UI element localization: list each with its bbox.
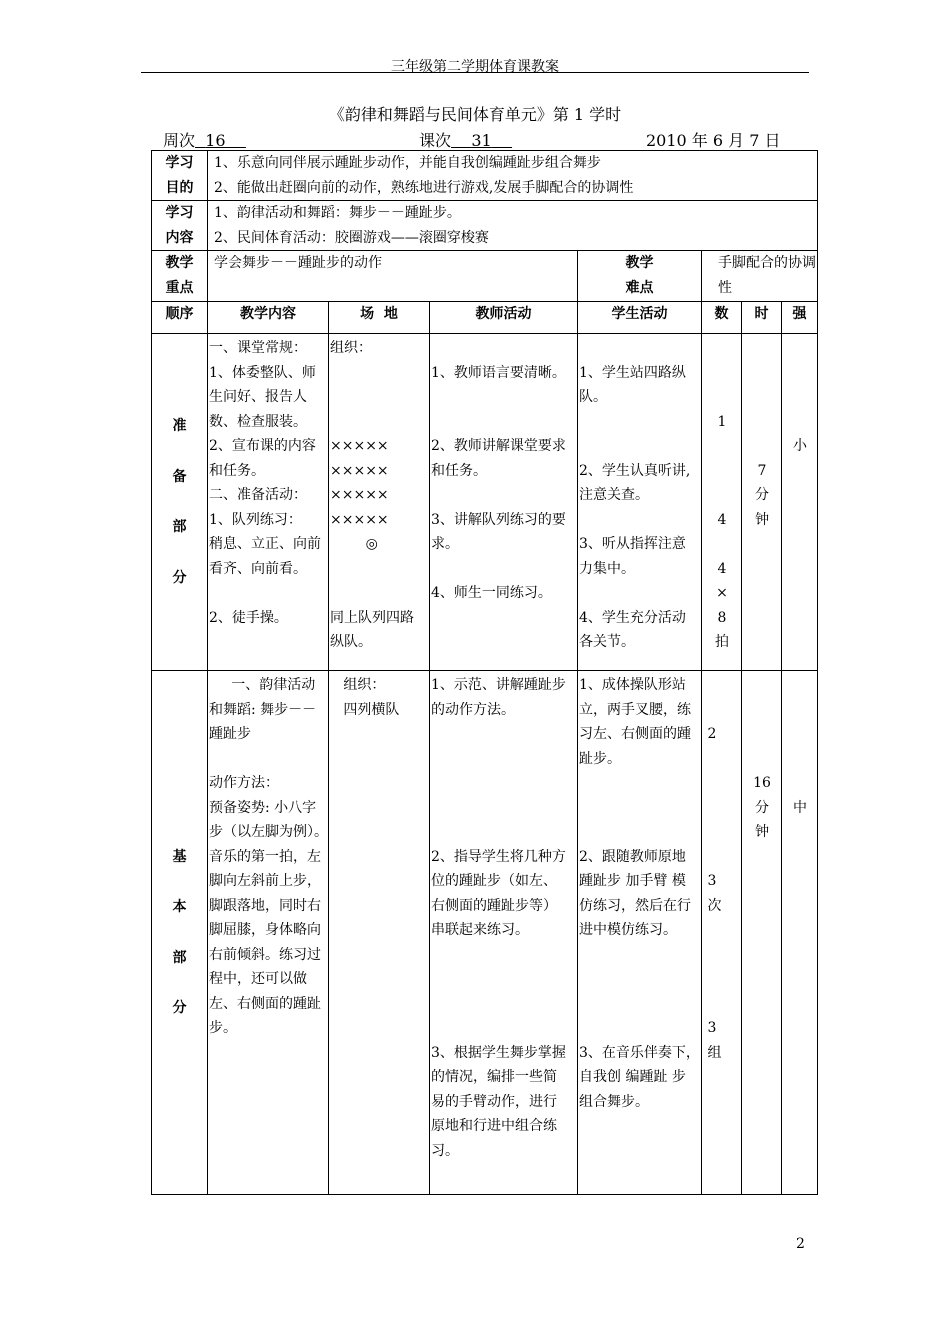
prep-teacher: 1、教师语言要清晰。 2、教师讲解课堂要求 和任务。 3、讲解队列练习的要 求。 4、师生一同练习。: [430, 334, 578, 671]
prep-venue: 组织： ××××× ××××× ××××× ××××× ◎ 同上队列四路 纵队。: [329, 334, 430, 671]
prep-section-row: [152, 334, 818, 671]
col-venue: 场 地: [329, 302, 430, 334]
col-teacher: 教师活动: [430, 302, 578, 334]
week-label: 周次: [163, 131, 196, 150]
col-content: 教学内容: [208, 302, 329, 334]
key-points-row: [152, 251, 818, 302]
main-teacher: 1、示范、讲解踵趾步 的动作方法。 2、指导学生将几种方 位的踵趾步（如左、 右侧面的踵趾步等） 串联起来练习。 3、根据学生舞步掌握 的情况，编排一些简 易的手臂动作，进行 原地和行进中组合练 习。: [430, 671, 578, 1195]
prep-content: 一、课堂常规： 1、体委整队、师 生问好、报告人 数、检查服装。 2、宣布课的内容 和任务。 二、准备活动： 1、队列练习： 稍息、立正、向前 看齐、向前看。 2、徒手操。: [208, 334, 329, 671]
prep-student: 1、学生站四路纵 队。 2、学生认真听讲, 注意关查。 3、听从指挥注意 力集中。 4、学生充分活动 各关节。: [578, 334, 702, 671]
lesson-plan-table: [151, 150, 818, 1195]
objectives-row: [152, 151, 818, 201]
content-text: 1、韵律活动和舞蹈：舞步－－踵趾步。 2、民间体育活动：胶圈游戏——滚圈穿梭赛: [208, 201, 818, 251]
lesson-date: 2010 年 6 月 7 日: [646, 131, 781, 150]
key-points-label: 教学 重点: [152, 251, 208, 302]
lesson-label: 课次: [419, 131, 452, 150]
main-student: 1、成体操队形站 立，两手叉腰，练 习左、右侧面的踵 趾步。 2、跟随教师原地 踵趾步 加手臂 模 仿练习，然后在行 进中模仿练习。 3、在音乐伴奏下， 自我创 编踵趾 步 组合舞步。: [578, 671, 702, 1195]
week-field: [163, 128, 246, 151]
main-count: 2 3 次 3 组: [702, 671, 742, 1195]
main-content: 一、韵律活动 和舞蹈: 舞步－－ 踵趾步 动作方法： 预备姿势: 小八字 步（以左脚为例）。 音乐的第一拍，左 脚向左斜前上步， 脚跟落地，同时右 脚屈膝，身体略向 右前倾斜。练习过 程中，还可以做 左、右侧面的踵趾 步。: [208, 671, 329, 1195]
col-intensity: 强: [782, 302, 818, 334]
page-number: 2: [796, 1236, 805, 1252]
header-rule: [141, 72, 809, 73]
col-time: 时: [742, 302, 782, 334]
prep-intensity: 小: [782, 334, 818, 671]
content-row: [152, 201, 818, 251]
week-value: 16: [205, 131, 226, 150]
key-points-text: 学会舞步－－踵趾步的动作: [208, 251, 578, 302]
prep-count: 1 4 4 × 8 拍: [702, 334, 742, 671]
difficulties-text: 手脚配合的协调性: [702, 251, 818, 302]
prep-section-label: 准 备 部 分: [152, 334, 208, 671]
lesson-field: [419, 128, 512, 151]
main-intensity: 中: [782, 671, 818, 1195]
objectives-label: 学习 目的: [152, 151, 208, 201]
content-label: 学习 内容: [152, 201, 208, 251]
prep-time: 7 分 钟: [742, 334, 782, 671]
objectives-text: 1、乐意向同伴展示踵趾步动作，并能自我创编踵趾步组合舞步 2、能做出赶圈向前的动作，熟练地进行游戏,发展手脚配合的协调性: [208, 151, 818, 201]
main-time: 16 分 钟: [742, 671, 782, 1195]
lesson-value: 31: [471, 131, 492, 150]
main-section-row: [152, 671, 818, 1195]
document-title: 《韵律和舞蹈与民间体育单元》第 1 学时: [328, 105, 622, 124]
col-student: 学生活动: [578, 302, 702, 334]
main-section-label: 基 本 部 分: [152, 671, 208, 1195]
col-order: 顺序: [152, 302, 208, 334]
col-count: 数: [702, 302, 742, 334]
main-venue: 组织： 四列横队: [329, 671, 430, 1195]
difficulties-label: 教学 难点: [578, 251, 702, 302]
column-header-row: [152, 302, 818, 334]
running-header: 三年级第二学期体育课教案: [391, 59, 559, 75]
